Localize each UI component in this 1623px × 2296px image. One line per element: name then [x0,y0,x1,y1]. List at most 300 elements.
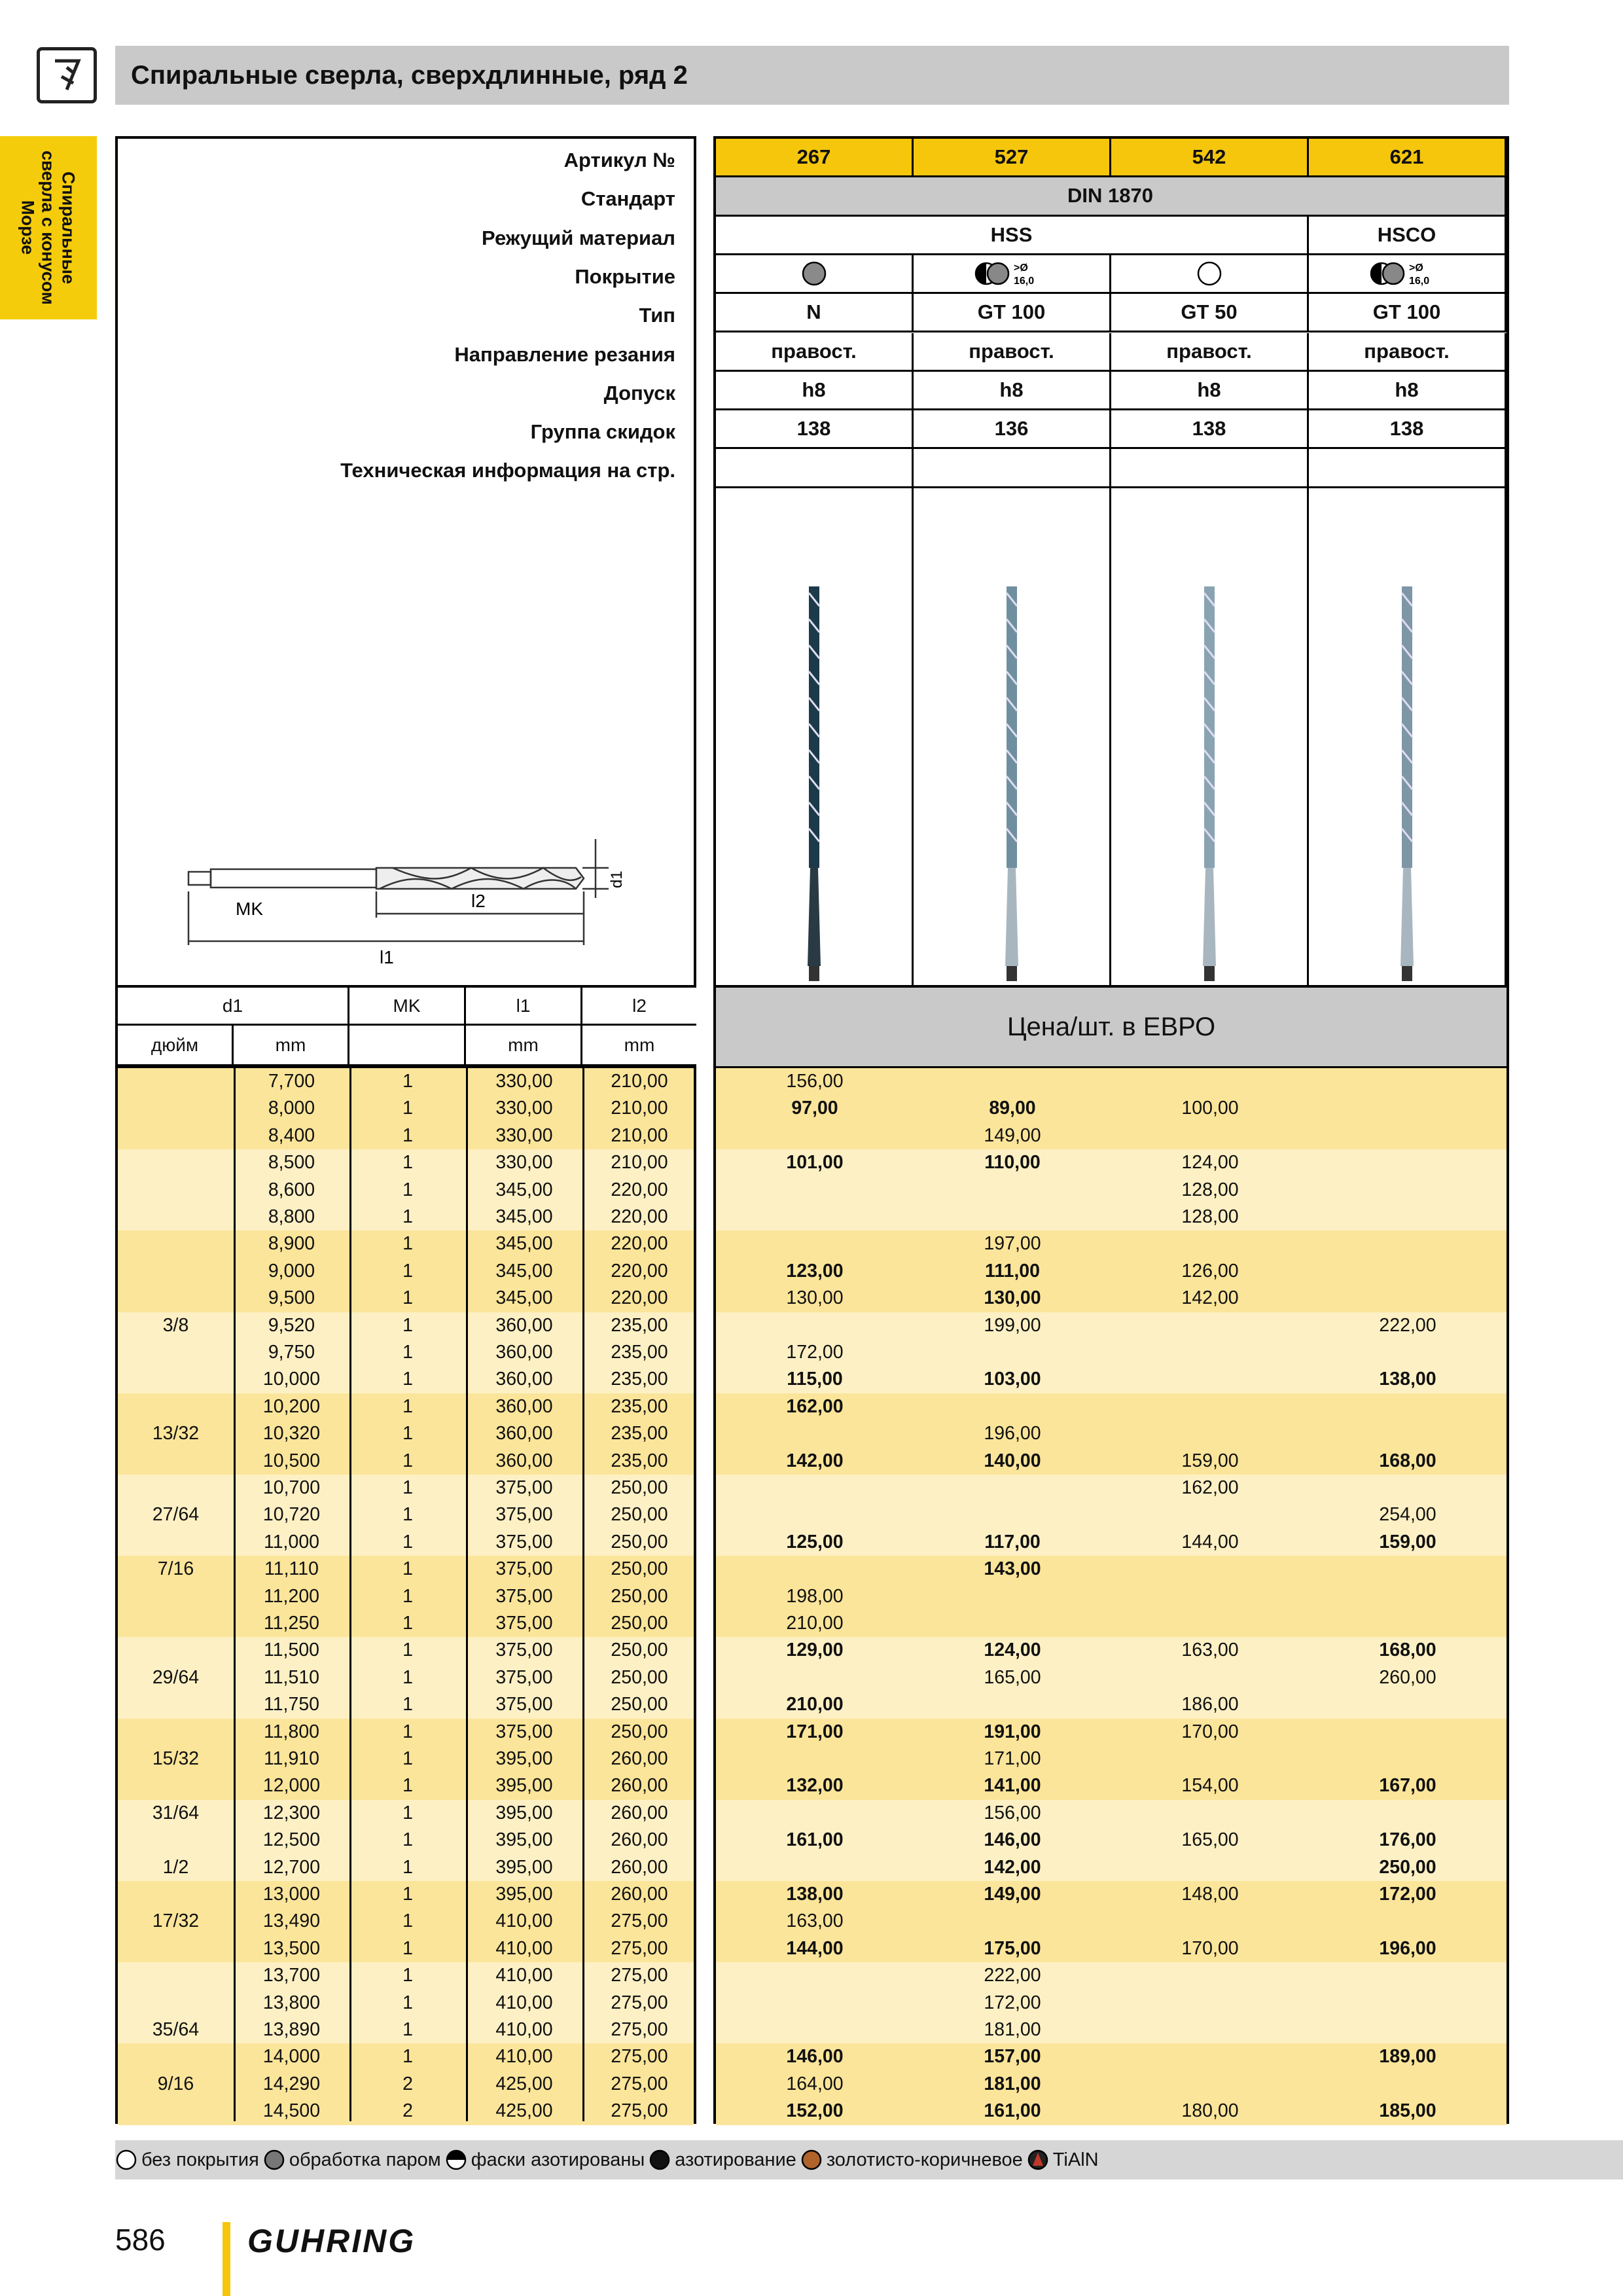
price-cell [716,1230,914,1257]
price-cell [716,1475,914,1501]
price-cell [1111,1962,1309,1989]
cell-l2: 235,00 [611,1342,668,1363]
cell-inch [118,1719,234,1746]
cell-l2: 210,00 [611,1098,668,1119]
price-row [716,1258,1507,1285]
svg-text:>Ø: >Ø [1013,262,1028,274]
cell-mm: 10,320 [262,1423,321,1444]
page-title: Спиральные сверла, сверхдлинные, ряд 2 [115,46,1509,105]
cell-l2: 260,00 [611,1829,668,1851]
cell-inch [118,1935,234,1962]
price-row [716,1746,1507,1772]
cell-mm: 11,250 [263,1613,320,1634]
price-cell: 161,00 [786,1829,844,1851]
price-cell [1309,1285,1507,1312]
cell-mk: 1 [402,1098,413,1119]
price-cell [716,1501,914,1528]
cell-inch: 17/32 [152,1910,200,1932]
price-cell [1309,1095,1507,1122]
price-cell [1111,2043,1309,2070]
price-cell [1309,1908,1507,1935]
price-cell: 130,00 [984,1287,1041,1309]
cell-l2: 275,00 [611,1992,668,2013]
price-cell [1111,1664,1309,1691]
cell-l2: 275,00 [611,2100,668,2122]
cell-inch: 27/64 [152,1504,200,1526]
column-divider [234,1068,236,2121]
table-row [118,2098,694,2125]
price-cell [716,1962,914,1989]
price-row [716,1204,1507,1230]
drill-photo-icon [1387,495,1427,981]
cell-mm: 8,000 [268,1098,315,1119]
cell-mk: 1 [402,1992,413,2013]
cell-mk: 1 [402,1613,413,1634]
cell-l1: 375,00 [495,1558,553,1580]
price-row [716,1935,1507,1962]
cell-l1: 345,00 [495,1260,553,1282]
price-cell: 152,00 [786,2100,844,2122]
price-cell: 124,00 [1181,1152,1239,1174]
price-row [716,1230,1507,1257]
price-row [716,1393,1507,1420]
price-cell [1111,1122,1309,1149]
price-cell: 167,00 [1379,1775,1436,1797]
price-cell [914,1393,1111,1420]
cell-inch: 9/16 [157,2073,194,2094]
cell-l1: 360,00 [495,1342,553,1363]
price-cell [716,1800,914,1827]
cell-l2: 220,00 [611,1206,668,1227]
spec-label: Группа скидок [530,420,675,444]
col-l1-unit: mm [466,1026,582,1066]
cell-l1: 410,00 [495,1937,553,1959]
price-row [716,1664,1507,1691]
cell-l2: 260,00 [611,1884,668,1905]
cell-mm: 14,290 [262,2073,321,2094]
price-cell: 162,00 [1181,1477,1239,1498]
discount-value: 138 [1309,410,1507,449]
price-cell: 199,00 [984,1314,1041,1336]
table-row [118,1908,694,1935]
price-cell: 100,00 [1181,1098,1239,1119]
cell-mm: 9,520 [268,1314,315,1336]
cell-l1: 410,00 [495,2046,553,2068]
cell-l2: 260,00 [611,1802,668,1823]
price-cell [1309,1800,1507,1827]
price-cell: 180,00 [1181,2100,1239,2122]
cell-l2: 250,00 [611,1585,668,1607]
price-cell [1309,1149,1507,1176]
cell-inch: 7/16 [157,1558,194,1580]
cell-mk: 1 [402,1856,413,1878]
catalog-logo-icon [37,47,97,103]
price-cell [1309,1204,1507,1230]
price-cell [914,1068,1111,1095]
table-row [118,2043,694,2070]
price-cell [914,1177,1111,1204]
price-cell [1111,1990,1309,2017]
cell-inch [118,1177,234,1204]
price-row [716,1990,1507,2017]
price-cell [914,1475,1111,1501]
cell-l1: 375,00 [495,1666,553,1688]
price-cell: 181,00 [984,2073,1041,2094]
coating-cell [914,255,1111,294]
table-row [118,1746,694,1772]
cell-inch [118,1610,234,1637]
price-cell [1309,1610,1507,1637]
price-cell: 142,00 [984,1856,1041,1878]
material-hss: HSS [716,217,1309,255]
price-cell [1309,1339,1507,1366]
price-cell [1309,1556,1507,1583]
table-row [118,1935,694,1962]
svg-text:16,0: 16,0 [1408,276,1429,287]
cell-mm: 8,900 [268,1233,315,1255]
price-cell: 156,00 [786,1071,844,1092]
col-mk: MK [349,988,466,1026]
standard-value: DIN 1870 [716,177,1507,216]
price-cell: 161,00 [984,2100,1041,2122]
price-cell: 138,00 [786,1884,844,1905]
cell-mm: 12,000 [262,1775,321,1797]
price-cell [716,1204,914,1230]
cell-l1: 360,00 [495,1314,553,1336]
cell-l2: 250,00 [611,1613,668,1634]
cell-l1: 395,00 [495,1802,553,1823]
cell-mk: 2 [402,2100,413,2122]
price-cell: 168,00 [1379,1450,1436,1471]
cell-l2: 220,00 [611,1233,668,1255]
col-mm: mm [234,1026,349,1066]
cell-mk: 1 [402,2046,413,2068]
price-cell: 144,00 [786,1937,844,1959]
cell-l1: 375,00 [495,1585,553,1607]
discount-value: 136 [914,410,1111,449]
table-row [118,1583,694,1610]
col-l1: l1 [466,988,582,1026]
price-cell [1309,1746,1507,1772]
price-cell: 132,00 [786,1775,844,1797]
cell-mm: 13,700 [262,1965,321,1986]
price-cell [1309,1068,1507,1095]
cell-l1: 375,00 [495,1640,553,1661]
table-row [118,1664,694,1691]
cell-mk: 1 [402,1423,413,1444]
drill-photo-icon [794,495,834,981]
cell-mm: 9,500 [268,1287,315,1309]
price-cell [1309,1177,1507,1204]
table-row [118,1068,694,1095]
cell-mm: 12,700 [262,1856,321,1878]
table-row [118,1339,694,1366]
cell-l1: 330,00 [495,1071,553,1092]
cell-mm: 14,500 [262,2100,321,2122]
price-cell: 165,00 [984,1666,1041,1688]
cell-mk: 1 [402,1124,413,1146]
cell-l1: 395,00 [495,1829,553,1851]
price-cell: 156,00 [984,1802,1041,1823]
cell-l1: 345,00 [495,1206,553,1227]
cell-mk: 1 [402,1721,413,1742]
price-row [716,1637,1507,1664]
table-row [118,1800,694,1827]
col-l2-unit: mm [582,1026,696,1066]
cell-mk: 1 [402,1558,413,1580]
cell-mk: 1 [402,1965,413,1986]
legend-label: азотирование [675,2149,796,2170]
price-cell: 101,00 [786,1152,844,1174]
price-cell: 124,00 [984,1640,1041,1661]
cell-l2: 235,00 [611,1369,668,1390]
cell-mk: 1 [402,1829,413,1851]
price-cell: 189,00 [1379,2046,1436,2068]
price-cell [1309,1420,1507,1447]
cell-inch [118,1095,234,1122]
table-row [118,1475,694,1501]
price-row [716,1800,1507,1827]
price-cell [1309,1962,1507,1989]
price-cell [1111,1230,1309,1257]
cell-mm: 13,800 [262,1992,321,2013]
table-row [118,1772,694,1799]
price-cell: 125,00 [786,1531,844,1552]
type-value: GT 100 [914,294,1111,332]
price-row [716,1962,1507,1989]
price-cell: 146,00 [984,1829,1041,1851]
circle-empty-icon [1196,260,1222,287]
discount-value: 138 [1111,410,1309,449]
circle-empty-icon [115,2149,137,2171]
cell-l2: 275,00 [611,1937,668,1959]
price-cell [1111,1501,1309,1528]
legend-label: фаски азотированы [471,2149,645,2170]
cell-mk: 1 [402,1179,413,1200]
cell-l2: 275,00 [611,1965,668,1986]
price-cell: 168,00 [1379,1640,1436,1661]
cell-inch [118,1827,234,1854]
column-divider [349,1068,351,2121]
price-cell [1111,2071,1309,2098]
price-cell [1111,2017,1309,2043]
price-cell [1309,1990,1507,2017]
price-row [716,1475,1507,1501]
price-cell [1111,1746,1309,1772]
cell-mk: 1 [402,1694,413,1715]
spec-label: Тип [639,304,675,327]
price-row [716,1854,1507,1881]
cell-inch [118,1285,234,1312]
cell-l2: 250,00 [611,1558,668,1580]
coating-cell [1111,255,1309,294]
price-cell: 117,00 [984,1531,1041,1552]
cell-l2: 235,00 [611,1450,668,1471]
cell-inch [118,1204,234,1230]
legend-label: без покрытия [141,2149,259,2170]
legend-label: TiAlN [1052,2149,1099,2170]
table-row [118,1854,694,1881]
type-value: GT 50 [1111,294,1309,332]
price-row [716,1339,1507,1366]
spec-label: Покрытие [575,264,675,288]
price-cell [716,1990,914,2017]
cell-mk: 1 [402,1152,413,1174]
coating-legend [115,2140,1623,2179]
cell-l2: 250,00 [611,1640,668,1661]
cell-mk: 1 [402,1233,413,1255]
cell-mk: 1 [402,1369,413,1390]
price-cell: 128,00 [1181,1179,1239,1200]
price-cell [1111,1339,1309,1366]
cell-inch [118,2098,234,2125]
price-cell [716,1420,914,1447]
price-cell [716,1556,914,1583]
article-number: 527 [914,139,1111,177]
cell-l1: 375,00 [495,1613,553,1634]
table-row [118,1610,694,1637]
brand-accent-bar [223,2222,230,2296]
price-cell: 165,00 [1181,1829,1239,1851]
circle-half-black-icon [445,2149,467,2171]
cell-l1: 345,00 [495,1287,553,1309]
cell-mm: 8,500 [268,1152,315,1174]
price-cell: 140,00 [984,1450,1041,1471]
cell-mm: 13,000 [262,1884,321,1905]
cell-inch [118,1962,234,1989]
price-row [716,1610,1507,1637]
cell-inch [118,1475,234,1501]
price-cell: 163,00 [1181,1640,1239,1661]
spec-label-panel [115,136,696,985]
price-cell: 144,00 [1181,1531,1239,1552]
table-row [118,1501,694,1528]
cell-mk: 1 [402,1884,413,1905]
cell-mm: 10,720 [262,1504,321,1526]
price-cell: 170,00 [1181,1721,1239,1742]
cell-mm: 11,510 [263,1666,320,1688]
tolerance-value: h8 [914,372,1111,410]
cell-mm: 8,800 [268,1206,315,1227]
cell-inch [118,1637,234,1664]
price-cell: 181,00 [984,2019,1041,2040]
table-row [118,2071,694,2098]
cell-inch [118,1583,234,1610]
price-row [716,1501,1507,1528]
discount-value: 138 [716,410,914,449]
cell-l1: 375,00 [495,1694,553,1715]
cell-inch [118,1230,234,1257]
cell-inch [118,2043,234,2070]
cell-mm: 10,200 [262,1395,321,1417]
price-cell [1309,1230,1507,1257]
price-row [716,1827,1507,1854]
tech-info-cell [1309,449,1507,488]
price-cell [1309,1583,1507,1610]
coating-cell [716,255,914,294]
cell-mk: 1 [402,1937,413,1959]
cell-mk: 2 [402,2073,413,2094]
direction-value: правост. [1111,333,1309,372]
table-row [118,1420,694,1447]
cell-l1: 360,00 [495,1395,553,1417]
cell-l1: 410,00 [495,2019,553,2040]
table-row [118,1827,694,1854]
cell-l1: 360,00 [495,1450,553,1471]
price-cell: 198,00 [786,1585,844,1607]
section-tab[interactable] [0,136,97,319]
price-row [716,1366,1507,1393]
dimension-column-header [115,985,696,1066]
price-cell: 164,00 [786,2073,844,2094]
cell-mk: 1 [402,1395,413,1417]
legend-item [649,2149,796,2171]
cell-l1: 395,00 [495,1748,553,1769]
cell-inch: 29/64 [152,1666,200,1688]
price-row [716,1556,1507,1583]
brand-logo: GUHRING [247,2223,416,2259]
cell-mk: 1 [402,1342,413,1363]
cell-mk: 1 [402,1640,413,1661]
circle-brown-icon [800,2149,823,2171]
cell-inch [118,1691,234,1718]
cell-inch: 35/64 [152,2019,200,2040]
price-cell: 128,00 [1181,1206,1239,1227]
table-row [118,1258,694,1285]
spec-label: Режущий материал [482,226,675,249]
price-cell: 250,00 [1379,1856,1436,1878]
cell-l2: 220,00 [611,1287,668,1309]
cell-mk: 1 [402,1314,413,1336]
cell-mm: 11,750 [263,1694,320,1715]
price-cell: 138,00 [1379,1369,1436,1390]
cell-inch [118,1529,234,1556]
cell-l1: 330,00 [495,1098,553,1119]
price-cell: 143,00 [984,1558,1041,1580]
cell-l2: 275,00 [611,2046,668,2068]
price-cell [1309,1122,1507,1149]
drill-technical-drawing [118,819,699,977]
cell-mk: 1 [402,1910,413,1932]
cell-mm: 14,000 [262,2046,321,2068]
price-cell: 89,00 [989,1098,1036,1119]
price-cell: 141,00 [984,1775,1041,1797]
drill-image-cell [914,488,1111,988]
cell-inch [118,1339,234,1366]
cell-mk: 1 [402,1504,413,1526]
table-row [118,1719,694,1746]
spec-label: Стандарт [580,187,675,211]
table-row [118,1529,694,1556]
price-cell [914,1908,1111,1935]
cell-l1: 410,00 [495,1992,553,2013]
price-row [716,1177,1507,1204]
cell-inch [118,1068,234,1095]
cell-inch [118,1149,234,1176]
price-row [716,1312,1507,1339]
cell-l1: 395,00 [495,1884,553,1905]
price-cell [716,1854,914,1881]
price-cell: 159,00 [1181,1450,1239,1471]
price-row [716,2017,1507,2043]
price-cell: 171,00 [786,1721,844,1742]
price-cell: 111,00 [984,1260,1041,1282]
price-row [716,2043,1507,2070]
cell-mm: 10,700 [262,1477,321,1498]
cell-mk: 1 [402,1260,413,1282]
price-cell [1111,1312,1309,1339]
price-cell: 254,00 [1379,1504,1436,1526]
